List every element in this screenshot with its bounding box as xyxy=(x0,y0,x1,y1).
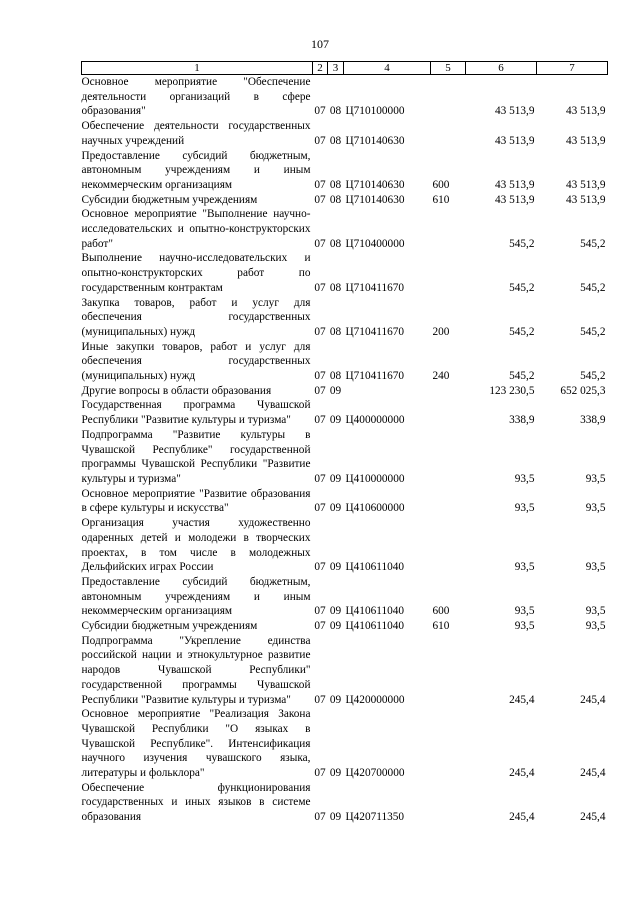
row-name: Подпрограмма "Укрепление единства российской нации и этнокультурное развитие народов Чувашской Республики" государственной программы Чувашской Республики "Развитие культуры и туризма" xyxy=(81,634,311,706)
row-name: Субсидии бюджетным учреждениям xyxy=(81,620,258,633)
amount-year-2: 545,2 xyxy=(580,370,606,383)
section-code: 07 xyxy=(314,620,326,633)
subsection-code: 09 xyxy=(329,605,342,618)
table-row xyxy=(82,781,608,825)
subsection-code: 09 xyxy=(329,414,342,427)
row-name: Другие вопросы в области образования xyxy=(81,384,272,397)
amount-year-1: 245,4 xyxy=(509,767,535,780)
section-code: 07 xyxy=(314,178,326,191)
expense-type-code: 600 xyxy=(432,178,450,191)
target-article-code: Ц420711350 xyxy=(345,811,405,824)
section-code: 07 xyxy=(314,105,326,118)
header-cell: 7 xyxy=(537,62,608,75)
amount-year-1: 43 513,9 xyxy=(494,134,535,147)
table-row xyxy=(82,296,608,340)
section-code: 07 xyxy=(314,281,326,294)
expense-type-code: 240 xyxy=(432,370,450,383)
amount-year-2: 43 513,9 xyxy=(565,193,606,206)
amount-year-2: 545,2 xyxy=(580,237,606,250)
amount-year-1: 338,9 xyxy=(509,414,535,427)
amount-year-1: 93,5 xyxy=(514,620,535,633)
target-article-code: Ц710411670 xyxy=(345,325,405,338)
subsection-code: 08 xyxy=(329,325,342,338)
section-code: 07 xyxy=(314,370,326,383)
amount-year-2: 245,4 xyxy=(580,767,606,780)
table-row xyxy=(82,707,608,781)
row-name: Обеспечение функционирования государственных и иных языков в системе образования xyxy=(81,781,311,824)
amount-year-2: 245,4 xyxy=(580,811,606,824)
table-row xyxy=(82,634,608,708)
amount-year-1: 43 513,9 xyxy=(494,178,535,191)
section-code: 07 xyxy=(314,384,326,397)
table-row xyxy=(82,398,608,427)
expense-type-code xyxy=(431,707,466,781)
table-row xyxy=(82,487,608,516)
subsection-code: 09 xyxy=(329,561,342,574)
amount-year-1: 545,2 xyxy=(509,237,535,250)
subsection-code: 08 xyxy=(329,237,342,250)
amount-year-2: 652 025,3 xyxy=(560,384,606,397)
target-article-code: Ц410611040 xyxy=(345,620,405,633)
header-cell: 3 xyxy=(328,62,344,75)
amount-year-2: 43 513,9 xyxy=(565,105,606,118)
expense-type-code: 200 xyxy=(432,325,450,338)
table-row xyxy=(82,428,608,487)
amount-year-1: 93,5 xyxy=(514,472,535,485)
subsection-code: 08 xyxy=(329,370,342,383)
expense-type-code: 610 xyxy=(432,620,450,633)
target-article-code: Ц420000000 xyxy=(345,693,405,706)
row-name: Подпрограмма "Развитие культуры в Чувашской Республике" государственной программы Чувашской Республики "Развитие культуры и туризма" xyxy=(81,428,311,485)
section-code: 07 xyxy=(314,502,326,515)
expense-type-code xyxy=(431,207,466,251)
row-name: Предоставление субсидий бюджетным, автономным учреждениям и иным некоммерческим организациям xyxy=(81,575,311,618)
row-name: Закупка товаров, работ и услуг для обеспечения государственных (муниципальных) нужд xyxy=(81,296,311,338)
row-name: Государственная программа Чувашской Республики "Развитие культуры и туризма" xyxy=(81,399,311,427)
amount-year-2: 93,5 xyxy=(585,502,606,515)
amount-year-2: 43 513,9 xyxy=(565,178,606,191)
amount-year-1: 545,2 xyxy=(509,325,535,338)
table-row xyxy=(82,340,608,384)
expense-type-code xyxy=(431,634,466,708)
target-article-code: Ц710100000 xyxy=(345,105,405,118)
table-row xyxy=(82,516,608,575)
table-row xyxy=(82,193,608,208)
header-row xyxy=(82,62,608,75)
section-code: 07 xyxy=(314,193,326,206)
amount-year-2: 43 513,9 xyxy=(565,134,606,147)
target-article-code: Ц710400000 xyxy=(345,237,405,250)
expense-type-code xyxy=(431,516,466,575)
row-name: Субсидии бюджетным учреждениям xyxy=(81,193,258,206)
amount-year-2: 245,4 xyxy=(580,693,606,706)
table-row xyxy=(82,207,608,251)
subsection-code: 09 xyxy=(329,620,342,633)
expense-type-code xyxy=(431,384,466,399)
subsection-code: 08 xyxy=(329,281,342,294)
target-article-code: Ц710411670 xyxy=(345,281,405,294)
target-article-code: Ц400000000 xyxy=(345,414,405,427)
subsection-code: 09 xyxy=(329,472,342,485)
table-row xyxy=(82,384,608,399)
amount-year-1: 93,5 xyxy=(514,605,535,618)
header-cell: 1 xyxy=(82,62,313,75)
subsection-code: 08 xyxy=(329,178,342,191)
target-article-code: Ц410611040 xyxy=(345,561,405,574)
header-cell: 4 xyxy=(344,62,431,75)
budget-table xyxy=(81,61,608,825)
table-row xyxy=(82,251,608,295)
table-row xyxy=(82,619,608,634)
target-article-code: Ц710411670 xyxy=(345,370,405,383)
row-name: Основное мероприятие "Реализация Закона Чувашской Республики "О языках в Чувашской Республике". Интенсификация научного изучения чувашского языка, литературы и фольклора" xyxy=(81,708,311,780)
expense-type-code xyxy=(431,251,466,295)
amount-year-1: 43 513,9 xyxy=(494,105,535,118)
row-name: Основное мероприятие "Обеспечение деятельности организаций в сфере образования" xyxy=(81,76,311,118)
expense-type-code xyxy=(431,428,466,487)
expense-type-code xyxy=(431,75,466,120)
header-cell: 6 xyxy=(466,62,537,75)
amount-year-1: 93,5 xyxy=(514,561,535,574)
amount-year-2: 545,2 xyxy=(580,325,606,338)
section-code: 07 xyxy=(314,237,326,250)
expense-type-code xyxy=(431,119,466,148)
amount-year-1: 245,4 xyxy=(509,811,535,824)
section-code: 07 xyxy=(314,325,326,338)
row-name: Организация участия художественно одаренных детей и молодежи в творческих проектах, в том числе в молодежных Дельфийских играх России xyxy=(81,517,311,574)
subsection-code: 08 xyxy=(329,105,342,118)
page-number: 107 xyxy=(311,37,329,51)
header-cell: 5 xyxy=(431,62,466,75)
section-code: 07 xyxy=(314,767,326,780)
header-cell: 2 xyxy=(313,62,328,75)
target-article-code: Ц420700000 xyxy=(345,767,405,780)
subsection-code: 09 xyxy=(329,693,342,706)
target-article-code: Ц410600000 xyxy=(345,502,405,515)
section-code: 07 xyxy=(314,605,326,618)
section-code: 07 xyxy=(314,561,326,574)
table-row xyxy=(82,149,608,193)
target-article-code: Ц710140630 xyxy=(345,178,405,191)
amount-year-2: 93,5 xyxy=(585,605,606,618)
row-name: Иные закупки товаров, работ и услуг для обеспечения государственных (муниципальных) нужд xyxy=(81,340,311,383)
expense-type-code xyxy=(431,781,466,825)
amount-year-1: 545,2 xyxy=(509,370,535,383)
amount-year-1: 43 513,9 xyxy=(494,193,535,206)
subsection-code: 09 xyxy=(329,502,342,515)
table-row xyxy=(82,75,608,120)
section-code: 07 xyxy=(314,414,326,427)
amount-year-1: 245,4 xyxy=(509,693,535,706)
section-code: 07 xyxy=(314,693,326,706)
expense-type-code xyxy=(431,487,466,516)
expense-type-code xyxy=(431,398,466,427)
target-article-code: Ц710140630 xyxy=(345,193,405,206)
expense-type-code: 610 xyxy=(432,193,450,206)
row-name: Предоставление субсидий бюджетным, автономным учреждениям и иным некоммерческим организациям xyxy=(81,149,311,191)
subsection-code: 08 xyxy=(329,134,342,147)
target-article-code: Ц410000000 xyxy=(345,472,405,485)
target-article-code: Ц710140630 xyxy=(345,134,405,147)
row-name: Выполнение научно-исследовательских и опытно-конструкторских работ по государственным контрактам xyxy=(81,252,311,294)
amount-year-2: 93,5 xyxy=(585,561,606,574)
amount-year-1: 545,2 xyxy=(509,281,535,294)
expense-type-code: 600 xyxy=(432,605,450,618)
subsection-code: 09 xyxy=(329,767,342,780)
subsection-code: 09 xyxy=(329,811,342,824)
table-row xyxy=(82,119,608,148)
row-name: Основное мероприятие "Выполнение научно-исследовательских и опытно-конструкторских работ" xyxy=(81,208,311,250)
section-code: 07 xyxy=(314,811,326,824)
amount-year-1: 123 230,5 xyxy=(489,384,535,397)
row-name: Основное мероприятие "Развитие образования в сфере культуры и искусства" xyxy=(81,487,311,515)
amount-year-1: 93,5 xyxy=(514,502,535,515)
amount-year-2: 545,2 xyxy=(580,281,606,294)
row-name: Обеспечение деятельности государственных научных учреждений xyxy=(81,120,311,147)
amount-year-2: 338,9 xyxy=(580,414,606,427)
subsection-code: 08 xyxy=(329,193,342,206)
subsection-code: 09 xyxy=(329,384,342,397)
target-article-code: Ц410611040 xyxy=(345,605,405,618)
amount-year-2: 93,5 xyxy=(585,620,606,633)
amount-year-2: 93,5 xyxy=(585,472,606,485)
table-row xyxy=(82,575,608,619)
section-code: 07 xyxy=(314,472,326,485)
target-article-code xyxy=(344,384,431,399)
section-code: 07 xyxy=(314,134,326,147)
